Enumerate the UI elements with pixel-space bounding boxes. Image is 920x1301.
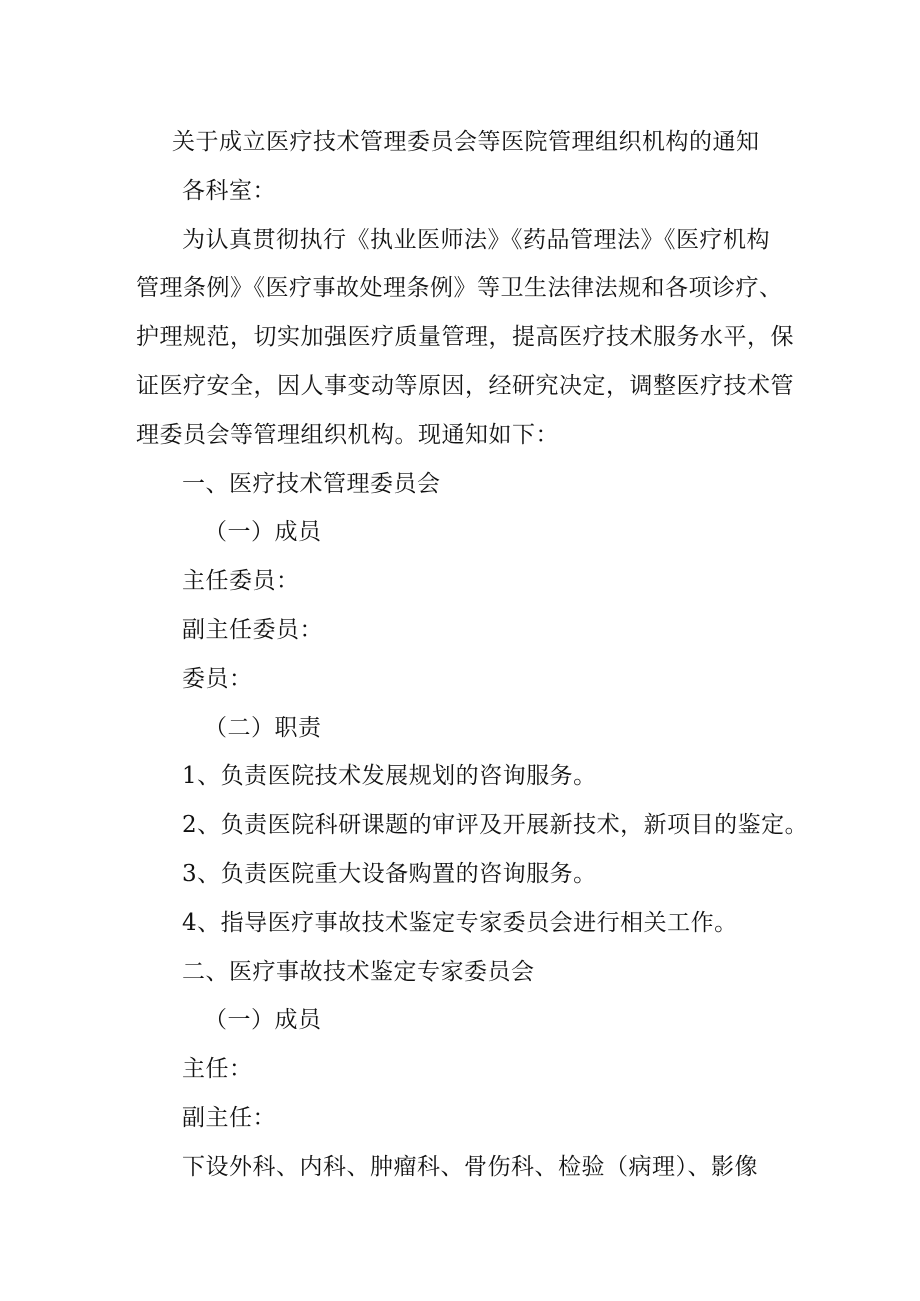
section1-duties-heading: （二）职责 xyxy=(204,714,322,741)
section1-director: 主任委员： xyxy=(182,568,300,595)
section1-heading: 一、医疗技术管理委员会 xyxy=(182,470,441,497)
duty-item: 3、负责医院重大设备购置的咨询服务。 xyxy=(182,860,597,887)
intro-paragraph xyxy=(136,216,816,460)
section1-deputy-director: 副主任委员： xyxy=(182,616,323,643)
document-title: 关于成立医疗技术管理委员会等医院管理组织机构的通知 xyxy=(172,129,760,155)
section2-heading: 二、医疗事故技术鉴定专家委员会 xyxy=(182,958,535,985)
section2-members-heading: （一）成员 xyxy=(204,1007,322,1034)
section1-members: 委员： xyxy=(182,665,253,692)
section2-director: 主任： xyxy=(182,1056,253,1083)
section1-members-heading: （一）成员 xyxy=(204,519,322,546)
duty-item: 1、负责医院技术发展规划的咨询服务。 xyxy=(182,763,597,790)
salutation: 各科室： xyxy=(182,177,276,204)
intro-line: 管理条例》《医疗事故处理条例》等卫生法律法规和各项诊疗、 xyxy=(136,275,783,302)
duty-item: 2、负责医院科研课题的审评及开展新技术，新项目的鉴定。 xyxy=(182,812,809,839)
intro-line: 为认真贯彻执行《执业医师法》《药品管理法》《医疗机构 xyxy=(182,226,770,253)
section2-subgroups: 下设外科、内科、肿瘤科、骨伤科、检验（病理）、影像 xyxy=(182,1153,758,1180)
duty-item: 4、指导医疗事故技术鉴定专家委员会进行相关工作。 xyxy=(182,909,738,936)
intro-line: 证医疗安全，因人事变动等原因，经研究决定，调整医疗技术管 xyxy=(136,372,794,399)
intro-line: 理委员会等管理组织机构。现通知如下： xyxy=(136,421,559,448)
document-body xyxy=(136,118,816,1192)
intro-line: 护理规范，切实加强医疗质量管理，提高医疗技术服务水平，保 xyxy=(136,324,794,351)
section2-deputy-director: 副主任： xyxy=(182,1104,276,1131)
